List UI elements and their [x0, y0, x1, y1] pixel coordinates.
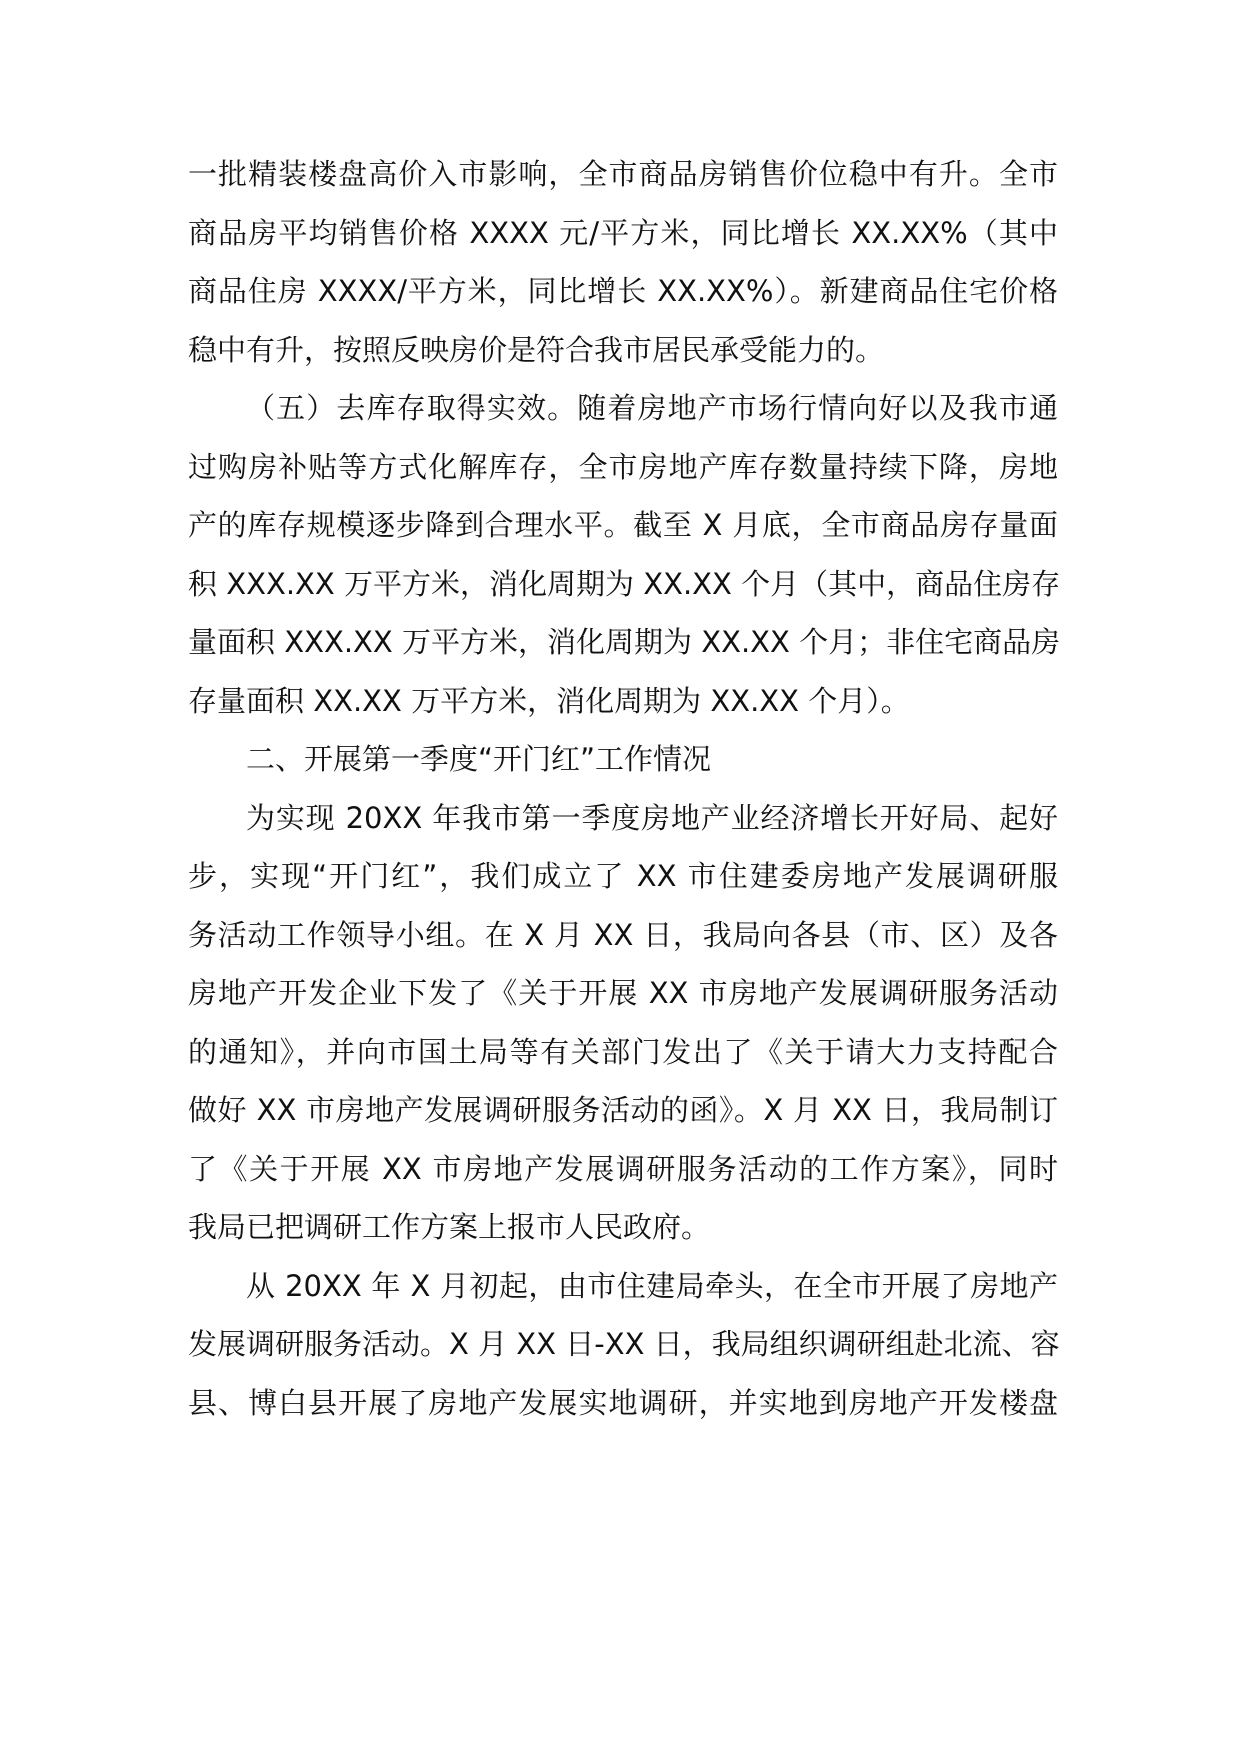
text-line: 产的库存规模逐步降到合理水平。截至 X 月底，全市商品房存量面 [188, 508, 1058, 542]
text-line: 了《关于开展 XX 市房地产发展调研服务活动的工作方案》，同时 [188, 1152, 1058, 1186]
text-line: 商品房平均销售价格 XXXX 元/平方米，同比增长 XX.XX%（其中 [188, 216, 1058, 250]
text-line: 存量面积 XX.XX 万平方米，消化周期为 XX.XX 个月）。 [188, 684, 910, 718]
text-line: 积 XXX.XX 万平方米，消化周期为 XX.XX 个月（其中，商品住房存 [188, 567, 1061, 601]
text-line: 的通知》，并向市国土局等有关部门发出了《关于请大力支持配合 [188, 1035, 1058, 1069]
paragraph-start-line: 从 20XX 年 X 月初起，由市住建局牵头，在全市开展了房地产 [246, 1269, 1058, 1303]
text-line: 一批精装楼盘高价入市影响，全市商品房销售价位稳中有升。全市 [188, 157, 1058, 191]
paragraph-start-line: （五）去库存取得实效。随着房地产市场行情向好以及我市通 [246, 391, 1058, 425]
text-line: 县、博白县开展了房地产发展实地调研，并实地到房地产开发楼盘 [188, 1386, 1058, 1420]
text-line: 过购房补贴等方式化解库存，全市房地产库存数量持续下降，房地 [188, 450, 1058, 484]
text-line: 房地产开发企业下发了《关于开展 XX 市房地产发展调研服务活动 [188, 976, 1058, 1010]
text-line: 商品住房 XXXX/平方米，同比增长 XX.XX%）。新建商品住宅价格 [188, 274, 1058, 308]
text-line: 稳中有升，按照反映房价是符合我市居民承受能力的。 [188, 333, 885, 367]
text-line: 我局已把调研工作方案上报市人民政府。 [188, 1210, 711, 1244]
text-line: 发展调研服务活动。X 月 XX 日-XX 日，我局组织调研组赴北流、容 [188, 1327, 1060, 1361]
paragraph-start-line: 为实现 20XX 年我市第一季度房地产业经济增长开好局、起好 [246, 801, 1058, 835]
section-heading: 二、开展第一季度“开门红”工作情况 [246, 742, 712, 776]
text-line: 量面积 XXX.XX 万平方米，消化周期为 XX.XX 个月；非住宅商品房 [188, 625, 1061, 659]
text-line: 做好 XX 市房地产发展调研服务活动的函》。X 月 XX 日，我局制订 [188, 1093, 1058, 1127]
text-line: 务活动工作领导小组。在 X 月 XX 日，我局向各县（市、区）及各 [188, 918, 1058, 952]
text-line: 步，实现“开门红”，我们成立了 XX 市住建委房地产发展调研服 [188, 859, 1058, 893]
